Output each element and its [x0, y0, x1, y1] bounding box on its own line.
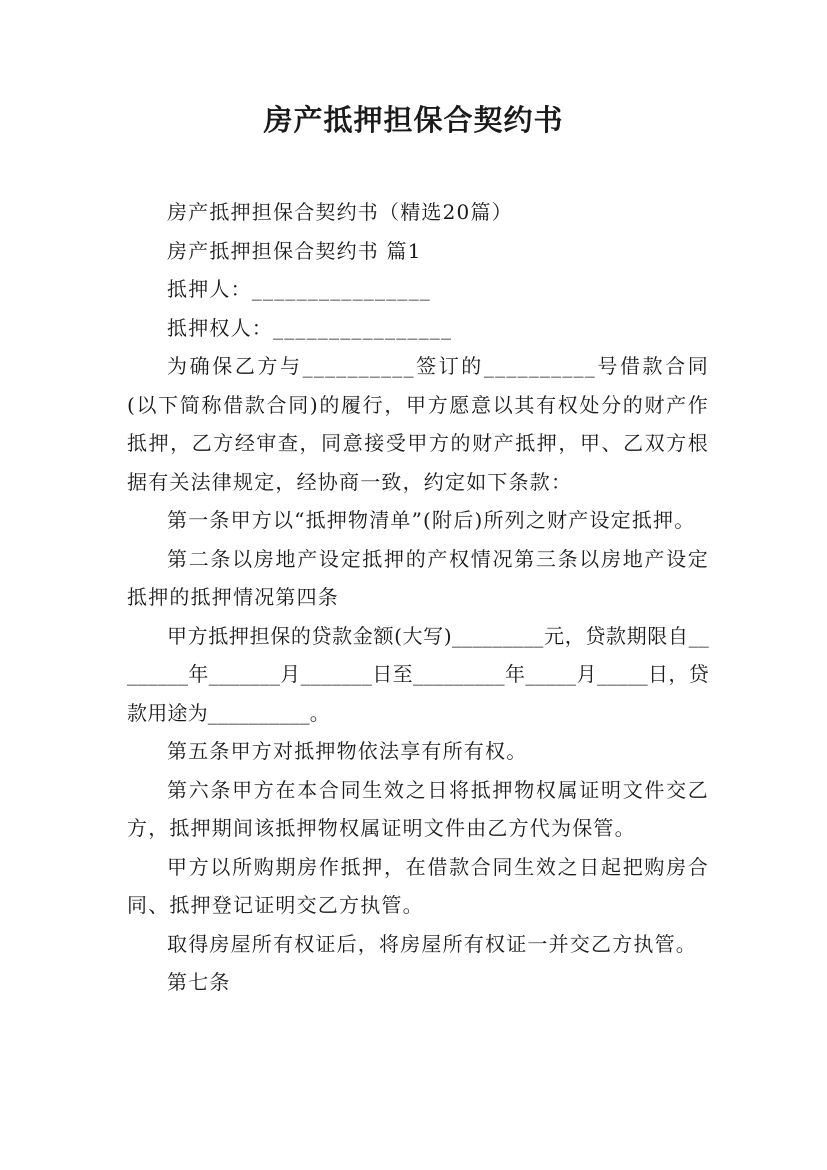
- paragraph-ownership-certificate: 取得房屋所有权证后，将房屋所有权证一并交乙方执管。: [167, 931, 697, 956]
- paragraph-mortgagor: 抵押人：________________: [167, 277, 431, 301]
- paragraph-article-1: 第一条甲方以“抵押物清单”(附后)所列之财产设定抵押。: [167, 508, 696, 532]
- document-title: 房产抵押担保合契约书: [263, 103, 564, 137]
- paragraph-mortgagee: 抵押权人：________________: [167, 315, 453, 340]
- paragraph-chapter-heading: 房产抵押担保合契约书 篇1: [167, 238, 422, 263]
- paragraph-article-6: 第六条甲方在本合同生效之日将抵押物权属证明文件交乙方，抵押期间该抵押物权属证明文件由乙方代为保管。: [127, 777, 709, 840]
- document-body: [127, 193, 709, 1002]
- paragraph-articles-2-4: 第二条以房地产设定抵押的产权情况第三条以房地产设定抵押的抵押情况第四条: [127, 546, 709, 609]
- paragraph-preamble: 为确保乙方与__________签订的__________号借款合同(以下简称借款合同)的履行，甲方愿意以其有权处分的财产作抵押，乙方经审查，同意接受甲方的财产抵押，甲、乙双方根据有关法律规定，经协商一致，约定如下条款：: [127, 354, 709, 494]
- paragraph-presale-house: 甲方以所购期房作抵押，在借款合同生效之日起把购房合同、抵押登记证明交乙方执管。: [127, 854, 709, 917]
- paragraph-article-5: 第五条甲方对抵押物依法享有所有权。: [167, 739, 528, 763]
- paragraph-loan-amount: 甲方抵押担保的贷款金额(大写)_________元，贷款期限自________年_______月_______日至_________年_____月_____日，贷款用途为__________。: [127, 623, 709, 725]
- paragraph-article-7: 第七条: [167, 970, 231, 994]
- paragraph-subtitle: 房产抵押担保合契约书（精选20篇）: [167, 200, 513, 224]
